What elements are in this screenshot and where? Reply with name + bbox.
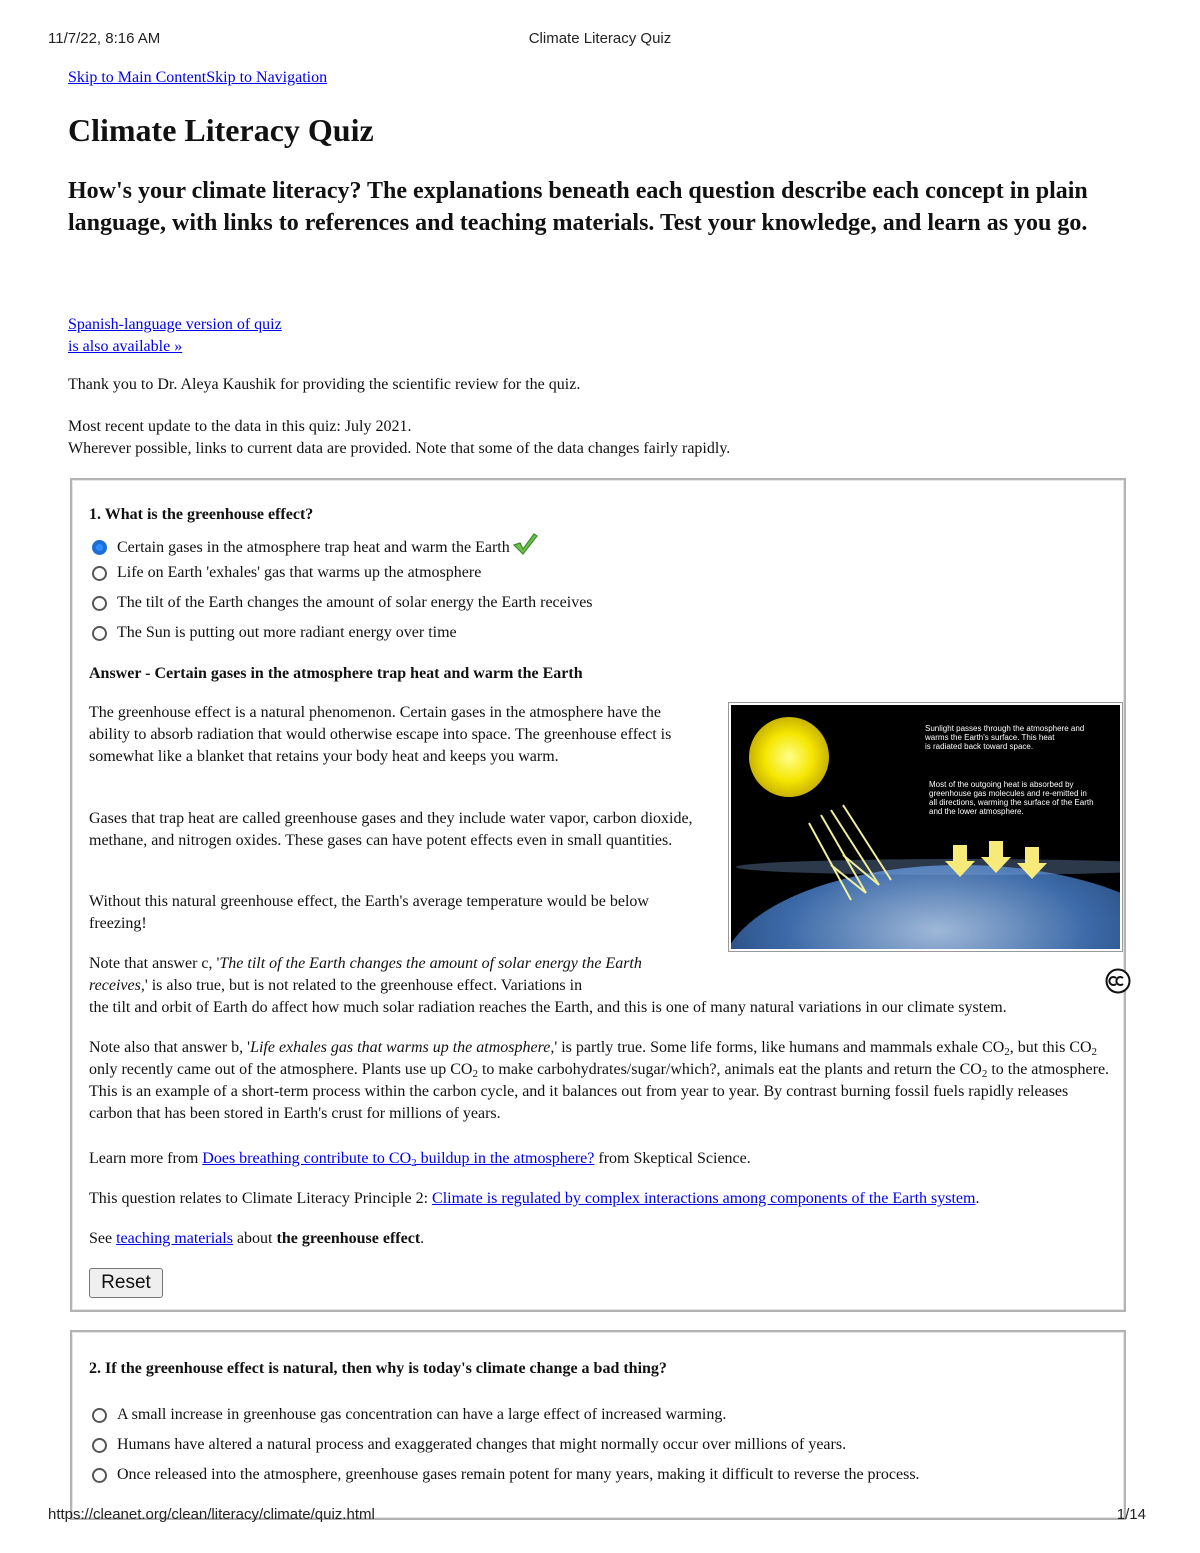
q1-p4-em: The tilt of the Earth changes the amount of solar energy the Earth receives, [89, 955, 642, 994]
print-url: https://cleanet.org/clean/literacy/climate/quiz.html [48, 1506, 375, 1523]
q1-option-b-label: Life on Earth 'exhales' gas that warms up the atmosphere [117, 564, 482, 581]
q1-answer-prefix: Answer - [89, 665, 155, 682]
q1-option-a-label: Certain gases in the atmosphere trap heat and warm the Earth [117, 538, 510, 556]
q1-learn-a: Learn more from [89, 1150, 203, 1167]
q1-learn-more [89, 1148, 1113, 1170]
print-page-number: 1/14 [1116, 1506, 1146, 1523]
q1-radio-c[interactable] [92, 596, 107, 611]
q1-explanation-p5 [89, 1037, 1113, 1125]
sub-2: 2 [472, 1068, 478, 1080]
spanish-version-link-block [68, 314, 282, 358]
figure-caption-1-line3: is radiated back toward space. [925, 742, 1034, 751]
q2-option-c-label: Once released into the atmosphere, greenhouse gases remain potent for many years, making it difficult to reverse the process. [117, 1466, 920, 1483]
question-1-box [70, 478, 1126, 1312]
page-lead: How's your climate literacy? The explanations beneath each question describe each concept in plain language, with links to references and teaching materials. Test your knowledge, and learn as you go. [68, 178, 1088, 236]
update-line1: Most recent update to the data in this quiz: July 2021. [68, 418, 412, 435]
q1-option-d[interactable] [92, 622, 457, 644]
figure-caption-2-line2: greenhouse gas molecules and re-emitted in [929, 789, 1087, 798]
q1-see-bold: the greenhouse effect [276, 1230, 421, 1247]
reset-button[interactable]: Reset [89, 1268, 163, 1298]
q1-p5-em: Life exhales gas that warms up the atmosphere, [250, 1039, 555, 1056]
q2-radio-a[interactable] [92, 1408, 107, 1423]
page-title: Climate Literacy Quiz [68, 112, 374, 148]
q1-explanation-p1: The greenhouse effect is a natural phenomenon. Certain gases in the atmosphere have the ability to absorb radiation that would otherwise escape into space. The greenhouse effect is somewhat like a blanket that retains your body heat and keeps you warm. [89, 704, 672, 765]
q1-principle-a: This question relates to Climate Literacy Principle 2: [89, 1190, 433, 1207]
spanish-version-link[interactable] [68, 316, 282, 355]
q2-radio-c[interactable] [92, 1468, 107, 1483]
principle-link[interactable]: Climate is regulated by complex interactions among components of the Earth system [432, 1190, 976, 1207]
spanish-link-line1: Spanish-language version of quiz [68, 316, 282, 333]
q1-principle-b: . [975, 1190, 980, 1207]
q2-option-a-label: A small increase in greenhouse gas concentration can have a large effect of increased warming. [117, 1406, 727, 1423]
q1-radio-a[interactable] [92, 540, 107, 555]
q1-radio-d[interactable] [92, 626, 107, 641]
q1-p5-c: , but this CO [1009, 1039, 1092, 1056]
q1-option-c[interactable] [92, 592, 593, 614]
question-2-title: 2. If the greenhouse effect is natural, then why is today's climate change a bad thing? [89, 1360, 667, 1377]
q1-see-teaching [89, 1228, 1113, 1250]
q1-explanation-p3: Without this natural greenhouse effect, the Earth's average temperature would be below freezing! [89, 893, 649, 932]
q1-option-c-label: The tilt of the Earth changes the amount of solar energy the Earth receives [117, 594, 593, 611]
q1-p4-b: ' is also true, but is not related to the greenhouse effect. Variations in [144, 977, 583, 994]
skeptical-science-link-b: buildup in the atmosphere? [416, 1150, 595, 1167]
question-1-title: 1. What is the greenhouse effect? [89, 506, 314, 523]
skip-to-main-link[interactable]: Skip to Main Content [68, 69, 207, 86]
q1-see-c: . [420, 1230, 425, 1247]
q2-option-b-label: Humans have altered a natural process and exaggerated changes that might normally occur over millions of years. [117, 1436, 847, 1453]
update-line2: Wherever possible, links to current data are provided. Note that some of the data changes fairly rapidly. [68, 440, 731, 457]
figure-caption-2-line3: all directions, warming the surface of the Earth [929, 798, 1094, 807]
q1-option-d-label: The Sun is putting out more radiant energy over time [117, 624, 457, 641]
teaching-materials-link[interactable]: teaching materials [116, 1230, 233, 1247]
figure-caption-1-line2: warms the Earth's surface. This heat [925, 733, 1055, 742]
question-2-box [70, 1330, 1126, 1520]
check-icon [512, 532, 538, 563]
q1-explanation-p4-cont: the tilt and orbit of Earth do affect how much solar radiation reaches the Earth, and this is one of many natural variations in our climate system. [89, 999, 1007, 1016]
sub-2: 2 [981, 1068, 988, 1080]
figure-caption-2-line4: and the lower atmosphere. [929, 807, 1024, 816]
q1-see-b: about [232, 1230, 277, 1247]
q1-explanation-p4 [89, 953, 695, 997]
q2-option-a[interactable] [92, 1404, 726, 1426]
spanish-link-line2: is also available » [68, 338, 183, 355]
thanks-text: Thank you to Dr. Aleya Kaushik for providing the scientific review for the quiz. [68, 376, 581, 393]
sub-2: 2 [411, 1157, 417, 1169]
q1-option-a[interactable] [92, 532, 538, 563]
q1-see-a: See [89, 1230, 117, 1247]
skip-to-navigation-link[interactable]: Skip to Navigation [206, 69, 328, 86]
sub-2: 2 [1004, 1046, 1010, 1058]
skeptical-science-link[interactable] [202, 1150, 594, 1167]
q1-p5-d: only recently came out of the atmosphere. Plants use up CO [89, 1061, 473, 1078]
greenhouse-diagram [731, 705, 1120, 949]
q1-answer-text: Certain gases in the atmosphere trap heat and warm the Earth [154, 665, 583, 682]
update-text [68, 416, 730, 460]
q1-p5-a: Note also that answer b, ' [89, 1039, 251, 1056]
q1-option-b[interactable] [92, 562, 481, 584]
q1-explanation-p2: Gases that trap heat are called greenhouse gases and they include water vapor, carbon dioxide, methane, and nitrogen oxides. These gases can have potent effects even in small quantities. [89, 810, 693, 849]
print-title: Climate Literacy Quiz [528, 30, 672, 47]
q2-radio-b[interactable] [92, 1438, 107, 1453]
q1-p5-f: to the atmosphere. This is an example of a short-term process within the carbon cycle, and it balances out from year to year. By contrast burning fossil fuels rapidly releases carbon that has been stored in Earth's crust for millions of years. [89, 1061, 1110, 1122]
greenhouse-effect-figure [728, 702, 1123, 952]
q2-option-c[interactable] [92, 1464, 920, 1486]
q1-p5-b: ' is partly true. Some life forms, like humans and mammals exhale CO [554, 1039, 1005, 1056]
sun-shape [749, 717, 829, 797]
q1-learn-b: from Skeptical Science. [594, 1150, 751, 1167]
print-datetime: 11/7/22, 8:16 AM [48, 30, 161, 47]
q2-option-b[interactable] [92, 1434, 846, 1456]
figure-caption-1-line1: Sunlight passes through the atmosphere and [925, 724, 1085, 733]
q1-principle [89, 1188, 1113, 1210]
sub-2: 2 [1091, 1046, 1098, 1058]
q1-p5-e: to make carbohydrates/sugar/which?, animals eat the plants and return the CO [477, 1061, 982, 1078]
skeptical-science-link-a: Does breathing contribute to CO [202, 1150, 412, 1167]
q1-p4-a: Note that answer c, ' [89, 955, 220, 972]
q1-answer [89, 663, 583, 685]
figure-caption-2-line1: Most of the outgoing heat is absorbed by [929, 780, 1074, 789]
skip-links [68, 69, 327, 87]
q1-radio-b[interactable] [92, 566, 107, 581]
